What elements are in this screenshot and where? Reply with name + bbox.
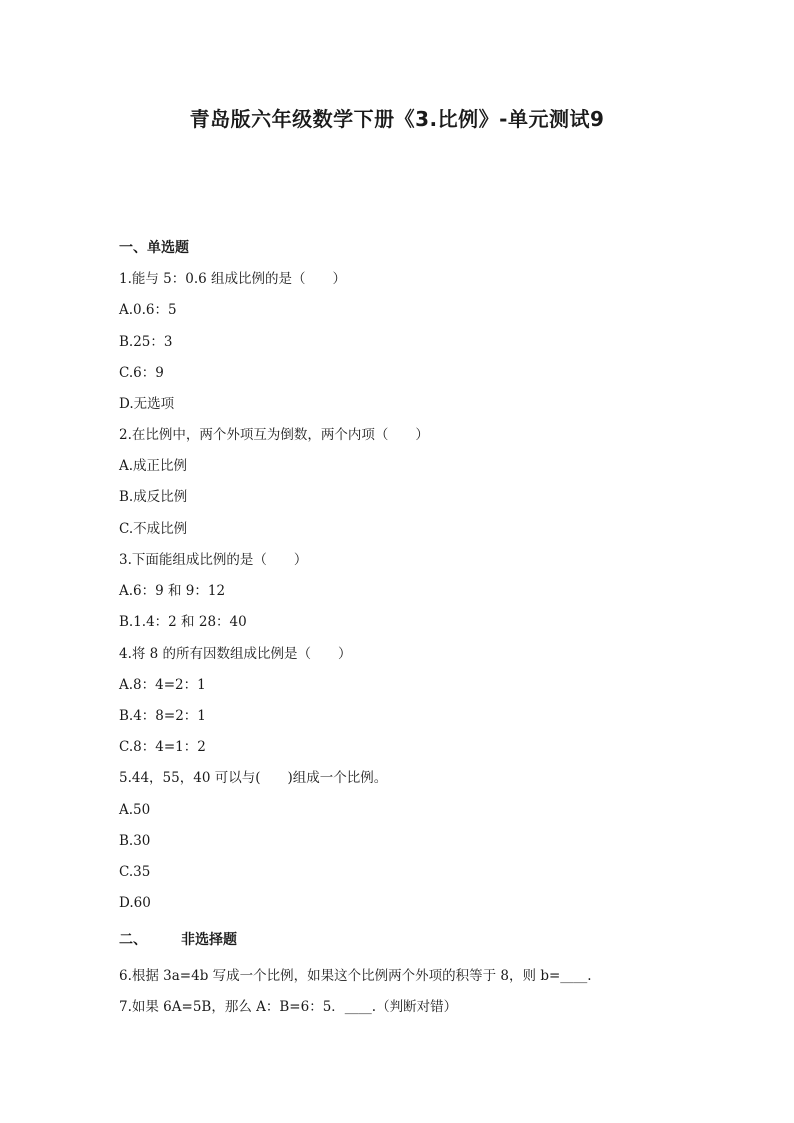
question-1-stem: 1.能与 5：0.6 组成比例的是（ ）: [119, 271, 347, 287]
question-1-option-a: A.0.6：5: [119, 302, 177, 318]
question-3-stem: 3.下面能组成比例的是（ ）: [119, 552, 308, 568]
question-1-option-c: C.6：9: [119, 365, 164, 381]
document-title: 青岛版六年级数学下册《3.比例》-单元测试9: [189, 107, 605, 131]
section-2-label: 非选择题: [181, 932, 237, 948]
question-4-option-c: C.8：4=1：2: [119, 739, 206, 755]
question-6-stem: 6.根据 3a=4b 写成一个比例，如果这个比例两个外项的积等于 8，则 b=____.: [119, 968, 592, 984]
question-4-option-a: A.8：4=2：1: [119, 677, 206, 693]
question-1-option-b: B.25：3: [119, 334, 173, 350]
question-5-option-b: B.30: [119, 833, 151, 849]
question-5-stem: 5.44，55，40 可以与( )组成一个比例。: [119, 770, 388, 786]
question-2-stem: 2.在比例中，两个外项互为倒数，两个内项（ ）: [119, 427, 429, 443]
question-4-option-b: B.4：8=2：1: [119, 708, 206, 724]
question-5-option-d: D.60: [119, 895, 151, 911]
section-heading-single-choice: 一、单选题: [119, 240, 189, 256]
question-3-option-b: B.1.4：2 和 28：40: [119, 614, 247, 630]
question-5-option-c: C.35: [119, 864, 151, 880]
question-2-option-a: A.成正比例: [119, 458, 188, 474]
question-5-option-a: A.50: [119, 802, 151, 818]
question-2-option-b: B.成反比例: [119, 489, 188, 505]
section-2-number: 二、: [119, 932, 147, 948]
question-7-stem: 7.如果 6A=5B，那么 A：B=6：5．____.（判断对错）: [119, 999, 458, 1015]
section-heading-non-choice: [119, 931, 237, 949]
question-2-option-c: C.不成比例: [119, 521, 188, 537]
question-3-option-a: A.6：9 和 9：12: [119, 583, 226, 599]
question-4-stem: 4.将 8 的所有因数组成比例是（ ）: [119, 646, 352, 662]
question-1-option-d: D.无选项: [119, 396, 175, 412]
